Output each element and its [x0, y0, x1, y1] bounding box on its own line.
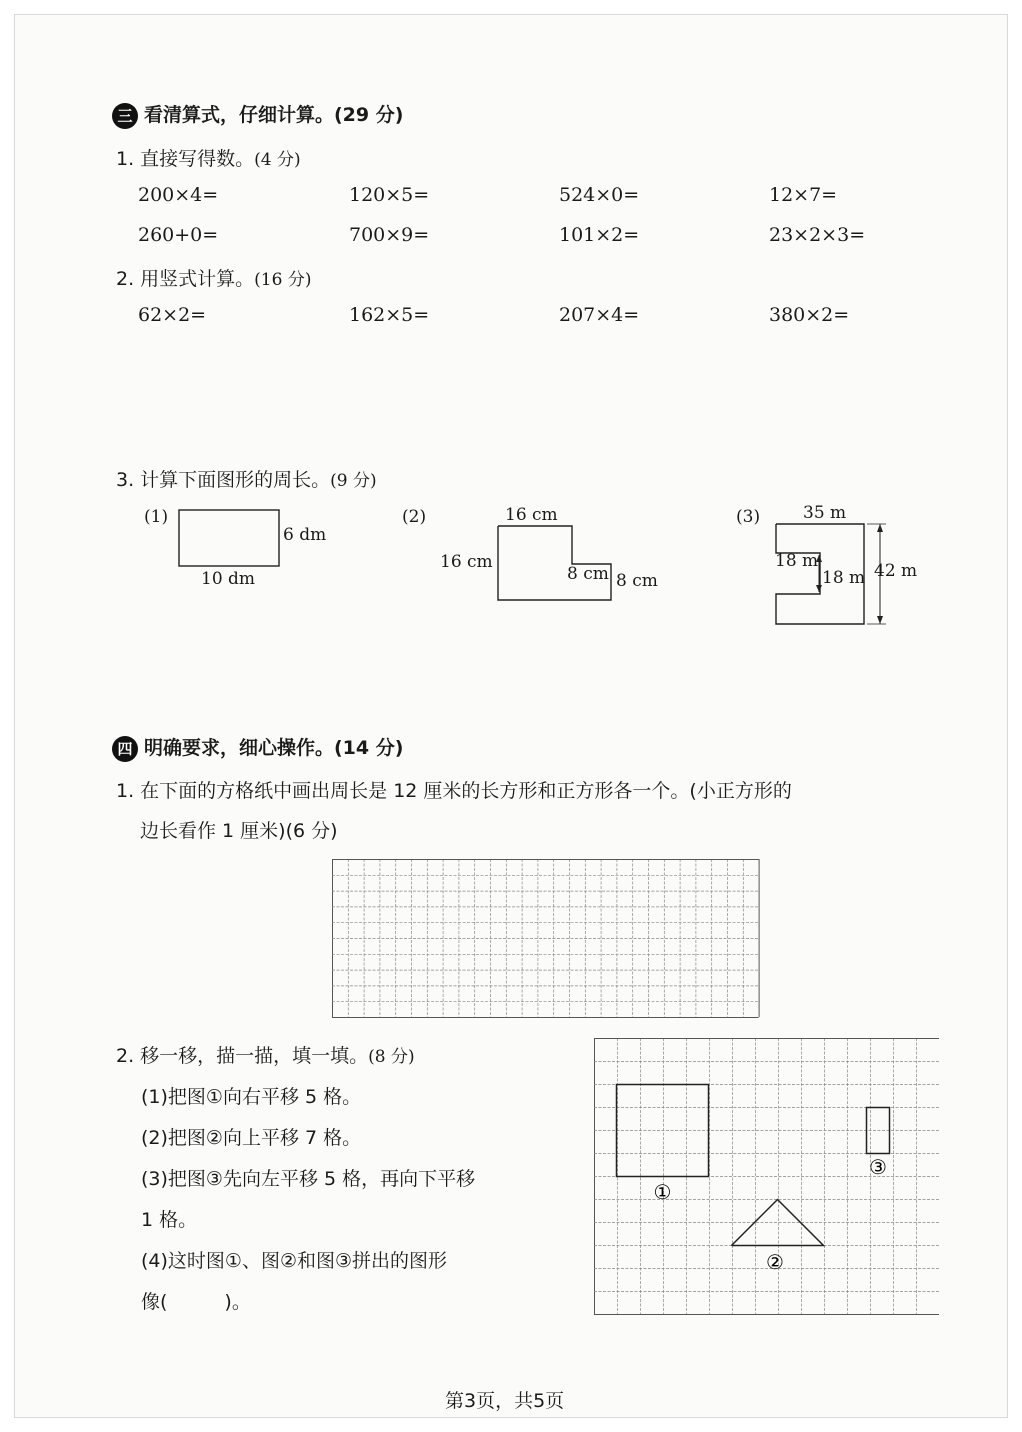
figure-2-right-label: 8 cm — [616, 571, 658, 591]
q3-2-label-row — [116, 264, 311, 291]
figure-3-number: (3) — [736, 507, 761, 527]
q3-3-label: 3. 计算下面图形的周长。 — [116, 469, 331, 491]
figure-3-height-label: 42 m — [874, 561, 918, 581]
expr: 200×4= — [138, 184, 219, 206]
expr: 162×5= — [349, 304, 430, 326]
section-3-heading — [112, 100, 403, 129]
q3-1-points: (4 分) — [254, 150, 301, 170]
page-number: 第3页，共5页 — [445, 1390, 565, 1412]
figure-3-inner-left-label: 18 m — [775, 551, 819, 571]
q3-3-label-row — [116, 465, 377, 492]
q3-2-points: (16 分) — [254, 270, 312, 290]
q4-2-step-3-cont: 1 格。 — [141, 1209, 198, 1231]
figure-2-l-shape — [494, 522, 616, 604]
section-3-title: 看清算式，仔细计算。(29 分) — [144, 104, 404, 126]
q4-2-step-1: (1)把图①向右平移 5 格。 — [141, 1086, 362, 1108]
q4-1-line-2: 边长看作 1 厘米)(6 分) — [140, 820, 338, 842]
q4-2-points: (8 分) — [368, 1047, 415, 1067]
figure-1-rectangle — [176, 508, 282, 570]
q3-1-label-row — [116, 144, 301, 171]
q4-2-step-3: (3)把图③先向左平移 5 格，再向下平移 — [141, 1168, 476, 1190]
shape-1-label: ① — [653, 1180, 672, 1204]
expr: 524×0= — [559, 184, 640, 206]
q4-2-label-row — [116, 1041, 415, 1068]
q4-1-line-1: 1. 在下面的方格纸中画出周长是 12 厘米的长方形和正方形各一个。(小正方形的 — [116, 780, 792, 802]
q4-2-step-2: (2)把图②向上平移 7 格。 — [141, 1127, 362, 1149]
figure-1-number: (1) — [144, 507, 169, 527]
q3-1-label: 1. 直接写得数。 — [116, 148, 255, 170]
q3-3-points: (9 分) — [330, 471, 377, 491]
figure-3-inner-right-label: 18 m — [822, 568, 866, 588]
expr: 101×2= — [559, 224, 640, 246]
figure-1-bottom-label: 10 dm — [201, 569, 256, 589]
expr: 207×4= — [559, 304, 640, 326]
section-4-badge: 四 — [112, 736, 138, 762]
expr: 700×9= — [349, 224, 430, 246]
figure-2-inner-label: 8 cm — [567, 564, 609, 584]
expr: 62×2= — [138, 304, 207, 326]
figure-1-side-label: 6 dm — [283, 525, 327, 545]
figure-2-left-label: 16 cm — [440, 552, 493, 572]
figure-3-top-label: 35 m — [803, 503, 847, 523]
grid-paper-drawing-area[interactable] — [331, 858, 763, 1020]
expr: 120×5= — [349, 184, 430, 206]
figure-2-number: (2) — [402, 507, 427, 527]
expr: 23×2×3= — [769, 224, 866, 246]
q4-2-label: 2. 移一移，描一描，填一填。 — [116, 1045, 369, 1067]
q4-2-answer-blank[interactable]: 像( )。 — [141, 1291, 251, 1313]
grid-1-lines — [332, 859, 759, 1018]
q3-2-label: 2. 用竖式计算。 — [116, 268, 255, 290]
expr: 12×7= — [769, 184, 838, 206]
grid-paper-translation[interactable] — [593, 1037, 939, 1317]
shape-3-label: ③ — [869, 1155, 887, 1179]
figure-2-top-label: 16 cm — [505, 505, 558, 525]
section-4-heading — [112, 733, 403, 762]
q4-2-step-4: (4)这时图①、图②和图③拼出的图形 — [141, 1250, 448, 1272]
shape-2-label: ② — [766, 1250, 784, 1274]
section-4-title: 明确要求，细心操作。(14 分) — [144, 737, 404, 759]
expr: 380×2= — [769, 304, 850, 326]
expr: 260+0= — [138, 224, 219, 246]
section-3-badge: 三 — [112, 103, 138, 129]
